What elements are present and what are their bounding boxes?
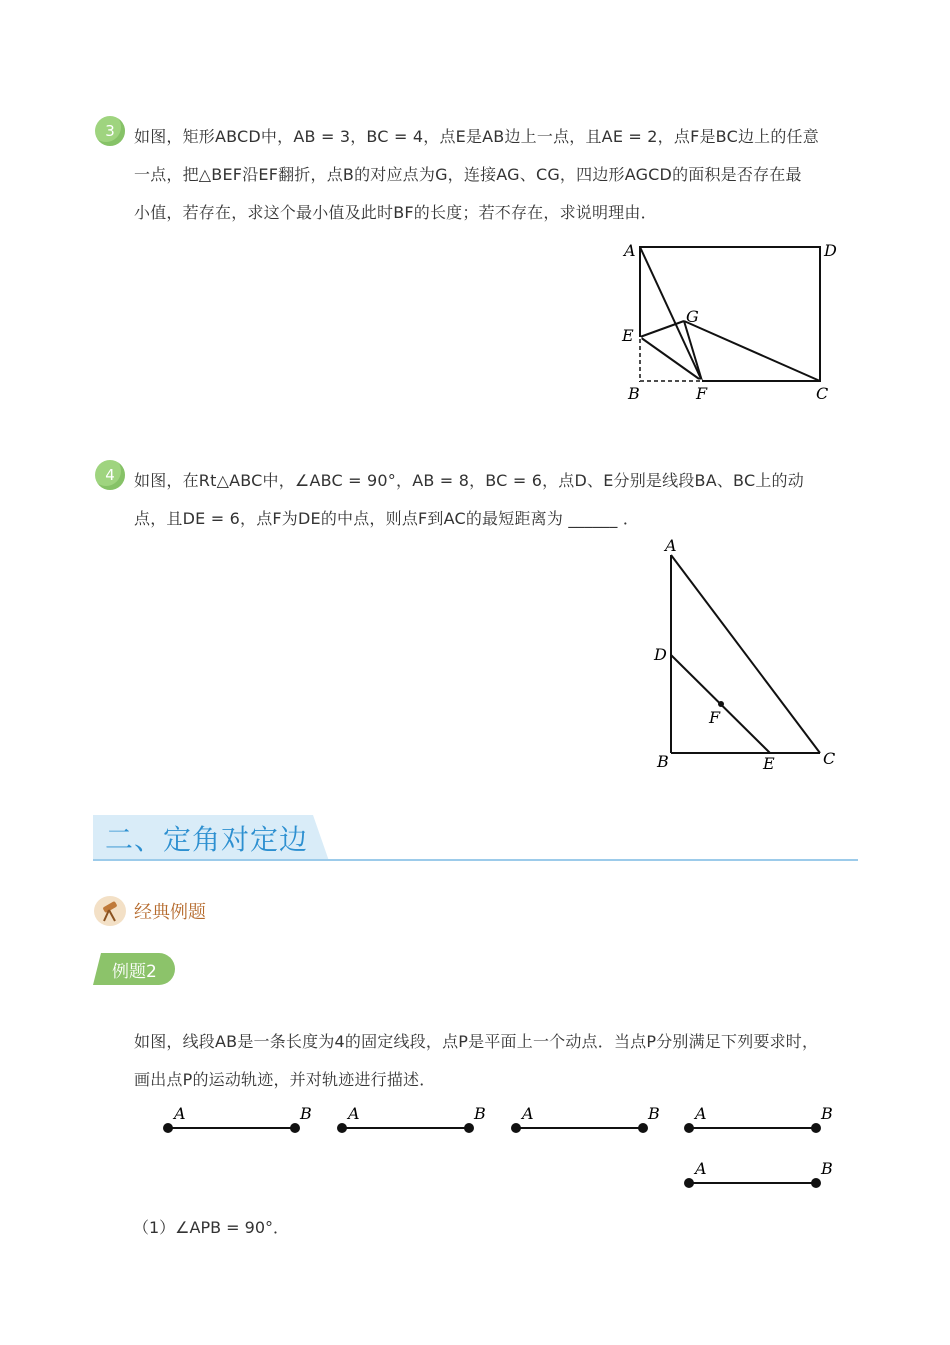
problem-3-line-3: 小值，若存在，求这个最小值及此时BF的长度；若不存在，求说明理由． xyxy=(134,203,657,222)
classic-examples-label: 经典例题 xyxy=(134,902,206,923)
label-c: C xyxy=(816,384,829,403)
segment-gc xyxy=(684,321,820,381)
section-title: 二、定角对定边 xyxy=(105,823,309,856)
example-2-tag: 例题2 xyxy=(112,962,157,982)
problem-3-line-2: 一点，把△BEF沿EF翻折，点B的对应点为G，连接AG、CG，四边形AGCD的面积是否存在最 xyxy=(134,165,802,184)
point-f xyxy=(718,701,724,707)
label-d: D xyxy=(824,241,837,260)
segment-3-label-a: A xyxy=(522,1104,534,1123)
problem-4-line-1: 如图，在Rt△ABC中，∠ABC = 90°，AB = 8，BC = 6，点D、E分别是线段BA、BC上的动 xyxy=(134,471,804,490)
problem-4-number: 4 xyxy=(105,466,115,484)
segment-2-label-a: A xyxy=(348,1104,360,1123)
problem-3-number: 3 xyxy=(105,122,115,140)
label-f: F xyxy=(696,384,708,403)
segment-5-label-b: B xyxy=(821,1159,833,1178)
label-b: B xyxy=(628,384,640,403)
segment-group-2 xyxy=(337,1104,486,1133)
segment-ac xyxy=(671,555,820,753)
segment-4-label-a: A xyxy=(695,1104,707,1123)
segment-group-5 xyxy=(684,1159,833,1188)
rectangle-abcd xyxy=(640,247,820,381)
segment-group-3 xyxy=(511,1104,660,1133)
problem-4-badge xyxy=(95,460,125,490)
segment-1-label-a: A xyxy=(174,1104,186,1123)
segment-gf xyxy=(684,321,702,381)
telescope-icon xyxy=(93,895,127,927)
label-c: C xyxy=(823,749,836,768)
label-d: D xyxy=(654,645,667,664)
segment-5-label-a: A xyxy=(695,1159,707,1178)
segment-2-label-b: B xyxy=(474,1104,486,1123)
example-2-line-2: 画出点P的运动轨迹，并对轨迹进行描述． xyxy=(134,1070,436,1089)
problem-3-figure xyxy=(610,235,860,410)
segment-group-4 xyxy=(684,1104,833,1133)
label-a: A xyxy=(624,241,636,260)
problem-4-line-2: 点，且DE = 6，点F为DE的中点，则点F到AC的最短距离为 ______ ． xyxy=(134,509,640,528)
problem-4-figure xyxy=(645,535,845,775)
segment-1-label-b: B xyxy=(300,1104,312,1123)
label-e: E xyxy=(622,326,634,345)
label-b: B xyxy=(657,752,669,771)
segment-4-label-b: B xyxy=(821,1104,833,1123)
label-g: G xyxy=(686,307,699,326)
segment-3-label-b: B xyxy=(648,1104,660,1123)
label-a: A xyxy=(665,536,677,555)
problem-3-line-1: 如图，矩形ABCD中，AB = 3，BC = 4，点E是AB边上一点，且AE = 2，点F是BC边上的任意 xyxy=(134,127,819,146)
label-f: F xyxy=(709,708,721,727)
example-2-line-1: 如图，线段AB是一条长度为4的固定线段，点P是平面上一个动点．当点P分别满足下列要求时， xyxy=(134,1032,819,1051)
label-e: E xyxy=(763,754,775,773)
segments-figure xyxy=(150,1100,850,1200)
problem-3-badge xyxy=(95,116,125,146)
sub-question-1: （1）∠APB = 90°． xyxy=(133,1218,290,1237)
segment-group-1 xyxy=(163,1104,312,1133)
